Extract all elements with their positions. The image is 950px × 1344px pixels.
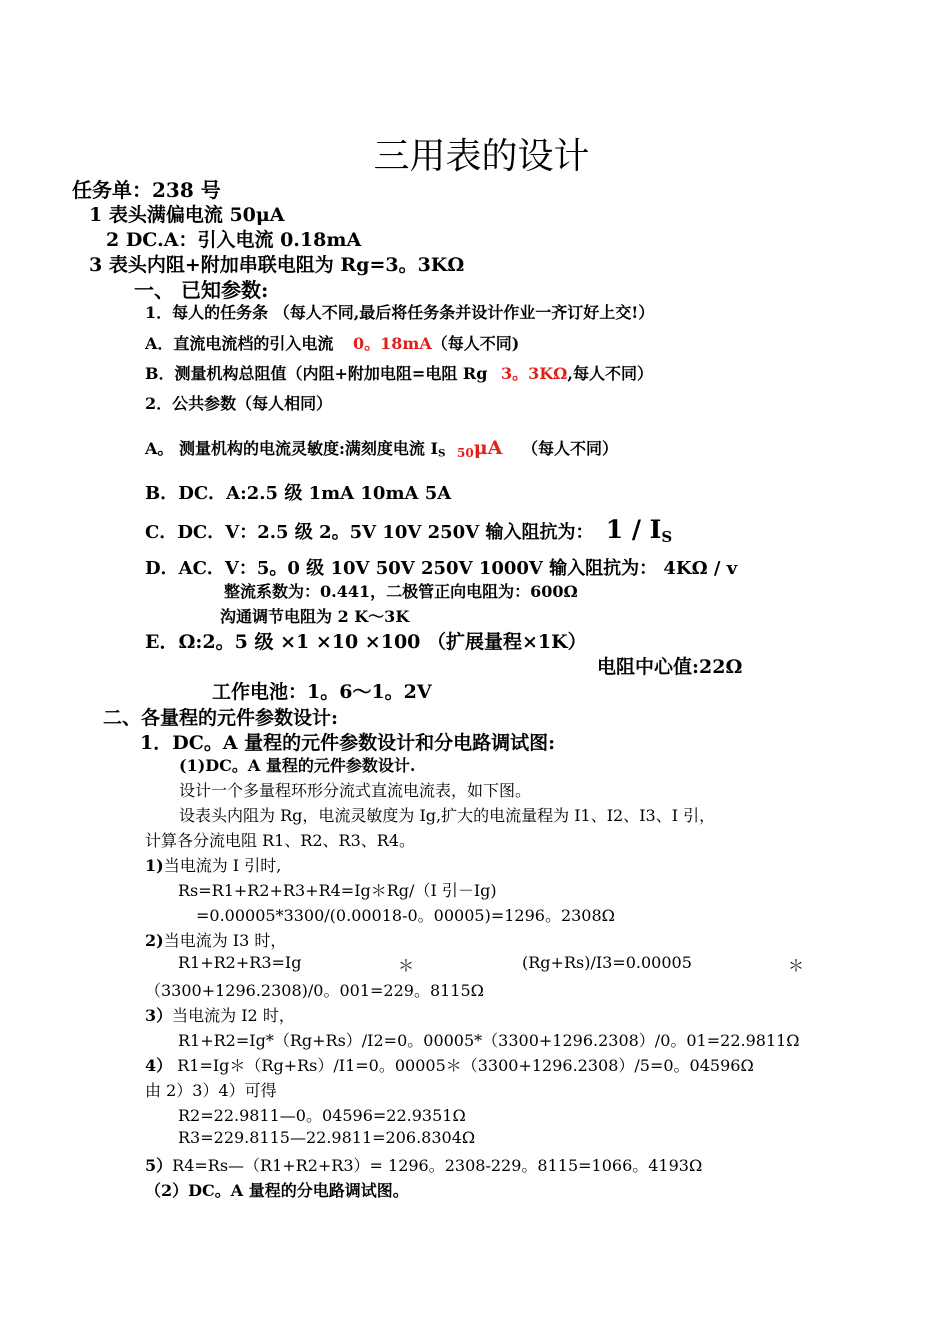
derive-line: 由 2）3）4）可得 xyxy=(145,1081,277,1100)
calc-3-eq: R1+R2=Ig*（Rg+Rs）/I2=0。00005*（3300+1296.2308）/0。01=22.9811Ω xyxy=(178,1031,800,1050)
calc-2-eq-b: ＊ xyxy=(398,956,415,975)
pB-suffix: ,每人不同） xyxy=(567,364,653,383)
section2-sub2: （2）DC。A 量程的分电路调试图。 xyxy=(145,1181,409,1200)
calc-1 xyxy=(145,853,281,876)
acv-adjust: 沟通调节电阻为 2 K～3K xyxy=(220,607,410,626)
dcv-line xyxy=(145,515,672,546)
calc-5 xyxy=(145,1153,702,1176)
body-line-3: 计算各分流电阻 R1、R2、R3、R4。 xyxy=(145,831,415,850)
calc-2-eq-a: R1+R2+R3=Ig xyxy=(178,953,302,972)
calc-3-label: 3） xyxy=(145,1006,173,1025)
sens-suffix: （每人不同） xyxy=(521,439,618,458)
calc-2-eq-c: (Rg+Rs)/I3=0.00005 xyxy=(522,953,692,972)
r3-line: R3=229.8115—22.9811=206.8304Ω xyxy=(178,1128,476,1147)
r2-line: R2=22.9811—0。04596=22.9351Ω xyxy=(178,1106,466,1125)
calc-3 xyxy=(145,1003,295,1026)
calc-4-eq: R1=Ig＊（Rg+Rs）/I1=0。00005＊（3300+1296.2308）/5=0。04596Ω xyxy=(172,1056,754,1075)
calc-1-text: 当电流为 I 引时, xyxy=(163,856,282,875)
sens-label: A。 测量机构的电流灵敏度:满刻度电流 I xyxy=(145,439,438,458)
known-p2: 2．公共参数（每人相同） xyxy=(145,394,333,413)
known-pB xyxy=(145,361,653,384)
ohm-line: E．Ω:2。5 级 ×1 ×10 ×100 （扩展量程×1K） xyxy=(145,631,587,653)
pA-value: 0。18mA xyxy=(353,334,432,353)
sens-sub: S xyxy=(437,447,446,460)
calc-2-eq-d: ＊ xyxy=(788,956,805,975)
sens-value-unit: μA xyxy=(473,437,503,459)
calc-2-eq2: （3300+1296.2308)/0。001=229。8115Ω xyxy=(145,981,484,1000)
calc-2 xyxy=(145,928,286,951)
task-item-2: 2 DC.A：引入电流 0.18mA xyxy=(106,229,362,251)
section2-sub1: 1．DC。A 量程的元件参数设计和分电路调试图: xyxy=(140,732,556,754)
calc-1-eq1: Rs=R1+R2+R3+R4=Ig＊Rg/（I 引－Ig) xyxy=(178,881,497,900)
calc-1-label: 1) xyxy=(145,856,164,875)
dca-line: B．DC．A:2.5 级 1mA 10mA 5A xyxy=(145,483,452,504)
pB-value: 3。3KΩ xyxy=(500,364,568,383)
task-header: 任务单：238 号 xyxy=(72,178,221,202)
pB-label: B．测量机构总阻值（内阻+附加电阻=电阻 Rg xyxy=(145,364,488,383)
known-p1: 1．每人的任务条 （每人不同,最后将任务条并设计作业一齐订好上交!） xyxy=(145,303,655,322)
dcv-formula-text: 1 / I xyxy=(605,515,662,544)
section2-sub1a: (1)DC。A 量程的元件参数设计. xyxy=(179,756,416,775)
page-title: 三用表的设计 xyxy=(373,136,590,177)
pA-label: A．直流电流档的引入电流 xyxy=(145,334,334,353)
body-line-2: 设表头内阻为 Rg，电流灵敏度为 Ig,扩大的电流量程为 I1、I2、I3、I 引， xyxy=(179,806,716,825)
calc-4-label: 4） xyxy=(145,1056,173,1075)
battery-line: 工作电池：1。6～1。2V xyxy=(212,681,432,703)
known-pA xyxy=(145,331,519,354)
task-item-1: 1 表头满偏电流 50μA xyxy=(89,204,285,226)
body-line-1: 设计一个多量程环形分流式直流电流表，如下图。 xyxy=(179,781,532,800)
calc-5-eq: R4=Rs—（R1+R2+R3）= 1296。2308-229。8115=1066。4193Ω xyxy=(172,1156,703,1175)
acv-line: D．AC．V：5。0 级 10V 50V 250V 1000V 输入阻抗为： 4KΩ / v xyxy=(145,558,738,579)
ohm-center: 电阻中心值:22Ω xyxy=(597,656,743,678)
dcv-main: C．DC．V：2.5 级 2。5V 10V 250V 输入阻抗为： xyxy=(145,522,594,543)
dcv-formula xyxy=(606,515,672,544)
dcv-formula-sub: S xyxy=(661,527,673,546)
known-heading: 一、 已知参数: xyxy=(134,278,269,302)
calc-3-text: 当电流为 I2 时， xyxy=(172,1006,295,1025)
calc-4 xyxy=(145,1053,754,1076)
sens-value-num: 50 xyxy=(457,446,474,460)
task-item-3: 3 表头内阻+附加串联电阻为 Rg=3。3KΩ xyxy=(89,254,465,276)
section2-heading: 二、各量程的元件参数设计: xyxy=(103,707,339,729)
pA-suffix: （每人不同) xyxy=(431,334,520,353)
calc-2-label: 2) xyxy=(145,931,164,950)
calc-2-text: 当电流为 I3 时， xyxy=(163,931,287,950)
calc-5-label: 5） xyxy=(145,1156,173,1175)
sensitivity-line xyxy=(145,436,618,460)
calc-1-eq2: =0.00005*3300/(0.00018-0。00005)=1296。2308Ω xyxy=(196,906,615,925)
acv-rectifier: 整流系数为：0.441，二极管正向电阻为：600Ω xyxy=(224,582,578,601)
